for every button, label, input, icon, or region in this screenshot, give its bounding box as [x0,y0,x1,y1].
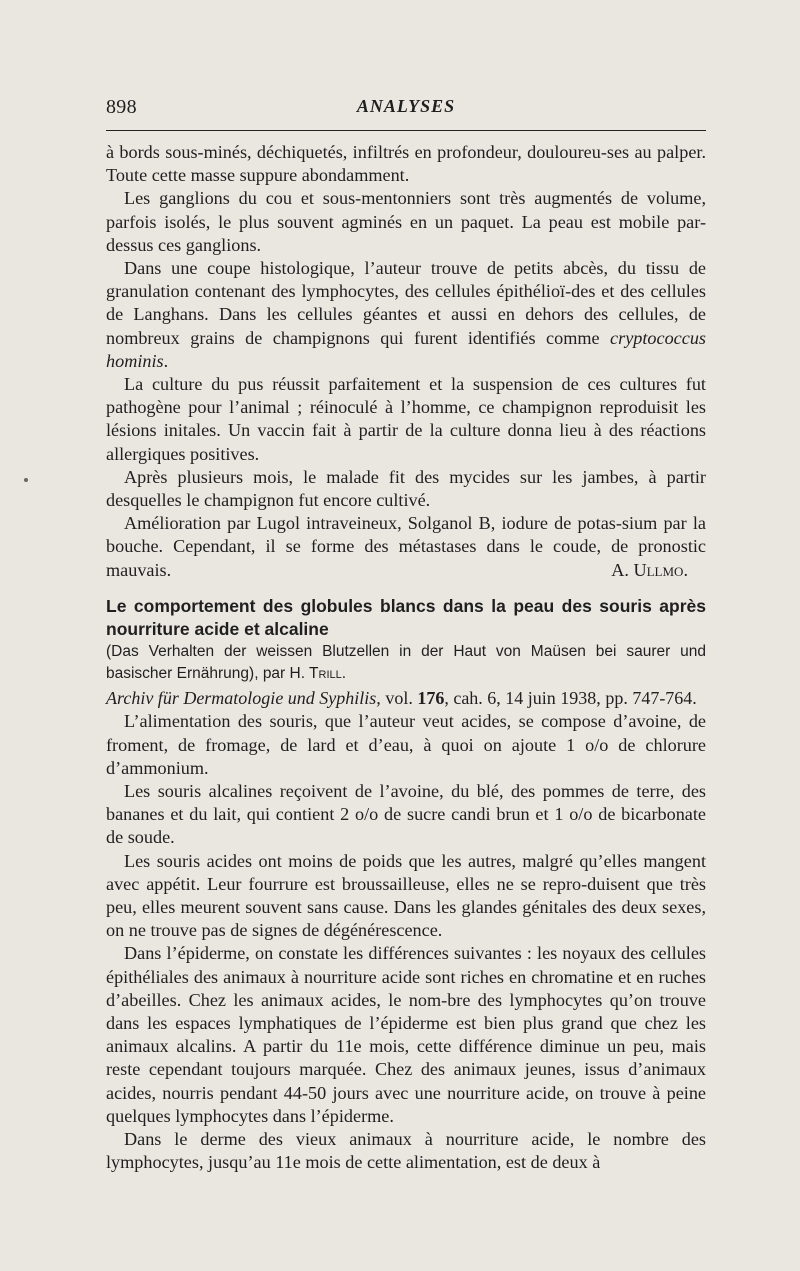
issue-date: , cah. 6, 14 juin 1938, [444,687,601,708]
intro-paragraph-3-tail: . [163,350,169,371]
body-paragraph-2: Les souris alcalines reçoivent de l’avoine, du blé, des pommes de terre, des bananes et du lait, qui contient 2 o/o de sucre candi brun et 1 o/o de bicarbonate de soude. [106,780,706,848]
page-number: 898 [106,96,137,118]
intro-paragraph-5: Après plusieurs mois, le malade fit des mycides sur les jambes, à partir desquelles le champignon fut encore cultivé. [106,466,706,511]
intro-paragraph-1: à bords sous-minés, déchiquetés, infiltrés en profondeur, douloureu-ses au palper. Toute cette masse suppure abondamment. [106,142,706,186]
volume-label: vol. [385,687,413,708]
article-german-title: (Das Verhalten der weissen Blutzellen in der Haut von Maüsen bei saurer und basischer Ernährung), [106,642,706,683]
intro-paragraph-6-text: Amélioration par Lugol intraveineux, Solganol B, iodure de potas-sium par la bouche. Cependant, il se forme des métastases dans le coude, de pronostic mauvais. [106,513,706,580]
intro-paragraph-4: La culture du pus réussit parfaitement et la suspension de ces cultures fut pathogène pour l’animal ; réinoculé à l’homme, ce champignon reproduisit les lésions initales. Un vaccin fait à partir de la culture donna lieu à des réactions allergiques positives. [106,374,706,464]
italic-term: cryptococcus hominis [106,327,706,371]
body-paragraph-3: Les souris acides ont moins de poids que les autres, malgré qu’elles mangent avec appétit. Leur fourrure est broussailleuse, elles ne se repro-duisent que très peu, elles meurent souvent sans cause. Dans les glandes génitales des deux sexes, on ne trouve pas de signes de dégénérescence. [106,850,706,941]
journal-name: Archiv für Dermatologie und Syphilis, [106,687,381,708]
intro-paragraph-6 [106,512,706,582]
article-title: Le comportement des globules blancs dans la peau des souris après nourriture acide et alcaline [106,595,706,639]
page-header [106,96,706,124]
page-content [106,141,706,1174]
article-author-prefix: par [262,665,286,683]
page-range: pp. 747-764. [605,687,697,708]
volume-number: 176 [417,687,445,708]
article-author: H. Trill. [289,665,347,683]
body-paragraph-5: Dans le derme des vieux animaux à nourriture acide, le nombre des lymphocytes, jusqu’au 11e mois de cette alimentation, est de deux à [106,1129,706,1173]
intro-paragraph-3 [106,257,706,373]
article-reference [106,687,706,711]
margin-mark [24,478,28,482]
body-paragraph-4: Dans l’épiderme, on constate les différences suivantes : les noyaux des cellules épithéliales des animaux à nourriture acide sont riches en chromatine et en ruches d’abeilles. Chez les animaux acides, le nom-bre des lymphocytes qu’on trouve dans les espaces lymphatiques de l’épiderme est bien plus grand que chez les animaux alcalins. A partir du 11e mois, cette différence diminue un peu, mais reste cependant toujours marquée. Chez des animaux jeunes, issus d’animaux acides, nourris pendant 44-50 jours avec une nourriture acide, on trouve à peine quelques lymphocytes dans l’épiderme. [106,943,706,1126]
signature: A. Ullmo. [611,559,688,580]
intro-paragraph-3-text: Dans une coupe histologique, l’auteur trouve de petits abcès, du tissu de granulation contenant des lymphocytes, des cellules épithélioï-des et des cellules de Langhans. Dans les cellules géantes et aussi en dehors des cellules, de nombreux grains de champignons qui furent identifiés comme [106,258,706,348]
article-meta [106,641,706,686]
header-rule [106,130,706,131]
intro-paragraph-2: Les ganglions du cou et sous-mentonniers sont très augmentés de volume, parfois isolés, le plus souvent agminés en un paquet. La peau est mobile par-dessus ces ganglions. [106,188,706,255]
running-title: ANALYSES [356,96,456,116]
body-paragraph-1: L’alimentation des souris, que l’auteur veut acides, se compose d’avoine, de froment, de fromage, de lard et d’eau, à quoi on ajoute 1 o/o de chlorure d’ammonium. [106,711,706,778]
